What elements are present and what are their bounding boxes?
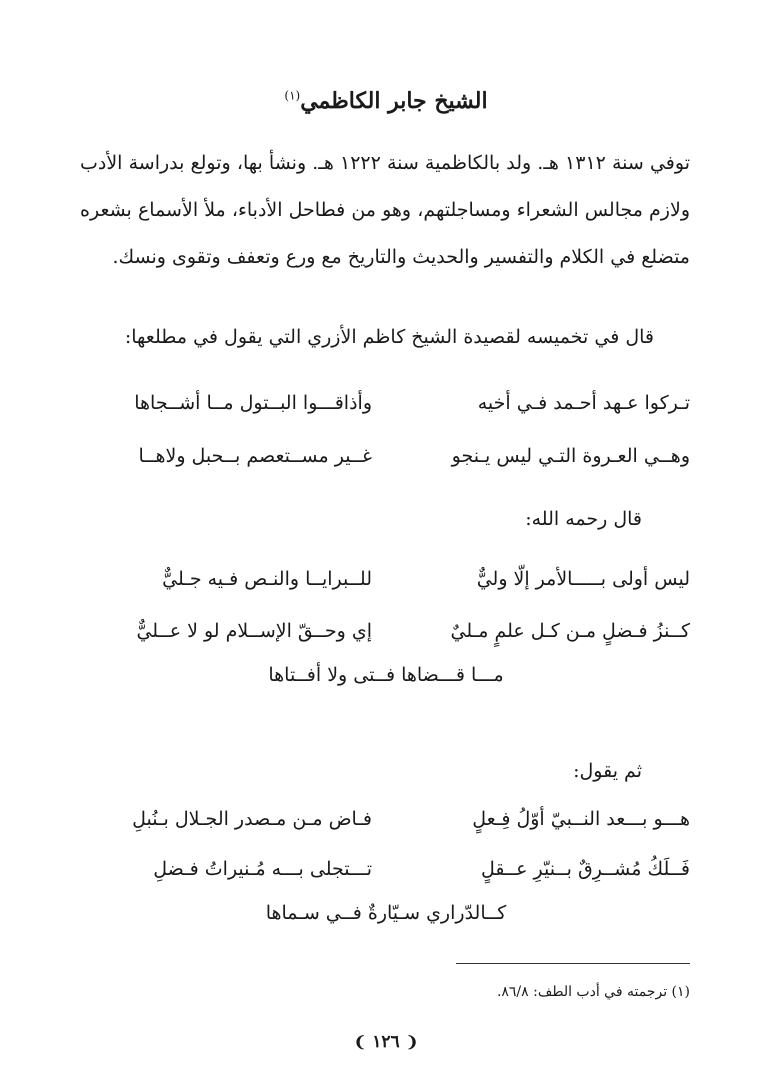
verse-left-hemistich: غــير مســتعصم بــحبل ولاهــا xyxy=(138,445,372,467)
verse-row xyxy=(0,445,772,485)
verse-left-hemistich: للــبرايــا والنـص فـيه جـليٌّ xyxy=(162,568,372,590)
verse-left-hemistich: إي وحــقّ الإســلام لو لا عــليٌّ xyxy=(136,620,372,642)
qala-label: قال رحمه الله: xyxy=(525,508,642,530)
verse-right-hemistich: فَــلَكُ مُشــرِقٌ بــنيّرِ عــقلٍ xyxy=(481,858,690,880)
footnote: (١) ترجمته في أدب الطف: ٨٦/٨. xyxy=(496,984,690,1000)
page-number: ١٢٦ xyxy=(372,1032,400,1052)
verse-left-hemistich: تـــتجلى بـــه مُـنيراتُ فـضلِ xyxy=(153,858,372,880)
stanza-refrain: كــالدّراري سـيّارةٌ فــي سـماها xyxy=(265,902,507,924)
verse-row xyxy=(0,392,772,432)
verse-row xyxy=(0,620,772,660)
page-number-line xyxy=(0,1032,772,1052)
ornament-left-icon: ❨ xyxy=(353,1033,367,1051)
verse-right-hemistich: وهــي العـروة التـي ليس يـنجو xyxy=(451,445,690,467)
verse-right-hemistich: هـــو بـــعد النــبيّ أوّلُ فِـعلٍ xyxy=(472,808,690,830)
verse-right-hemistich: تـركوا عـهد أحـمد فـي أخيه xyxy=(477,392,690,414)
title-footnote-marker: (١) xyxy=(284,88,301,103)
verse-row xyxy=(0,808,772,848)
verse-row xyxy=(0,858,772,898)
verse-row xyxy=(0,568,772,608)
verse-right-hemistich: كــنزُ فـضلٍ مـن كـل علمٍ مـليٌ xyxy=(450,620,690,642)
footnote-divider xyxy=(456,963,690,964)
verse-left-hemistich: وأذاقـــوا البــتول مــا أشــجاها xyxy=(134,392,372,414)
stanza-refrain: مـــا قـــضاها فــتى ولا أفــتاها xyxy=(268,664,504,686)
ornament-right-icon: ❩ xyxy=(405,1033,419,1051)
title-text: الشيخ جابر الكاظمي xyxy=(300,88,488,114)
biography-paragraph: توفي سنة ١٣١٢ هـ. ولد بالكاظمية سنة ١٢٢٢ هـ. ونشأ بها، وتولع بدراسة الأدب ولازم مجالس الشعراء ومساجلتهم، وهو من فطاحل الأدباء، ملأ الأسماع بشعره متضلع في الكلام والتفسير والحديث والتاريخ مع ورع وتعفف وتقوى ونسك. xyxy=(80,152,690,268)
verse-right-hemistich: ليس أولى بـــــالأمر إلّا وليٌّ xyxy=(476,568,690,590)
verse-left-hemistich: فـاض مـن مـصدر الجـلال بـنُبلِ xyxy=(132,808,372,830)
page-title xyxy=(0,88,772,114)
intro-line: قال في تخميسه لقصيدة الشيخ كاظم الأزري التي يقول في مطلعها: xyxy=(124,326,654,348)
thumma-label: ثم يقول: xyxy=(573,760,642,782)
